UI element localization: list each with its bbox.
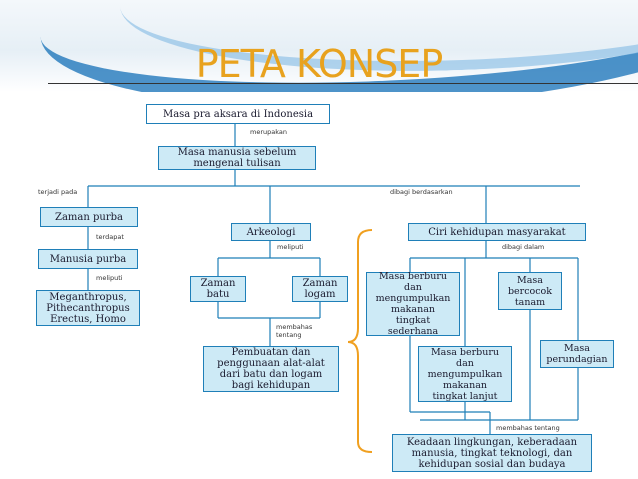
node-species: Meganthropus, Pithecanthropus Erectus, Homo: [36, 290, 140, 326]
node-perundagian: Masa perundagian: [540, 340, 614, 368]
label-meliputi-manusia: meliputi: [96, 274, 123, 282]
orange-bracket: [348, 230, 372, 452]
node-arkeologi: Arkeologi: [231, 223, 311, 241]
node-zaman-purba: Zaman purba: [40, 207, 138, 227]
slide-title: PETA KONSEP: [195, 42, 443, 86]
label-meliputi-arkeologi: meliputi: [277, 243, 304, 251]
node-life: Keadaan lingkungan, keberadaan manusia, tingkat teknologi, dan kehidupan sosial dan budaya: [392, 434, 592, 472]
label-membahas-tentang-life: membahas tentang: [496, 424, 560, 432]
node-manusia-purba: Manusia purba: [38, 249, 138, 269]
label-dibagi-berdasarkan: dibagi berdasarkan: [390, 188, 453, 196]
node-berburu-lanjut: Masa berburu dan mengumpulkan makanan tingkat lanjut: [418, 346, 512, 402]
node-berburu-sederhana: Masa berburu dan mengumpulkan makanan tingkat sederhana: [366, 272, 460, 336]
node-zaman-batu: Zaman batu: [190, 276, 246, 302]
node-bercocok-tanam: Masa bercocok tanam: [498, 272, 562, 310]
label-dibagi-dalam: dibagi dalam: [502, 243, 545, 251]
node-definition: Masa manusia sebelum mengenal tulisan: [158, 146, 316, 170]
node-zaman-logam: Zaman logam: [292, 276, 348, 302]
label-merupakan: merupakan: [250, 128, 287, 136]
label-membahas-tentang-tools: membahas tentang: [276, 323, 313, 339]
node-ciri: Ciri kehidupan masyarakat: [408, 223, 586, 241]
label-terdapat: terdapat: [96, 233, 124, 241]
node-tools: Pembuatan dan penggunaan alat-alat dari batu dan logam bagi kehidupan: [203, 346, 339, 392]
node-root: Masa pra aksara di Indonesia: [146, 104, 330, 124]
label-terjadi-pada: terjadi pada: [38, 188, 78, 196]
